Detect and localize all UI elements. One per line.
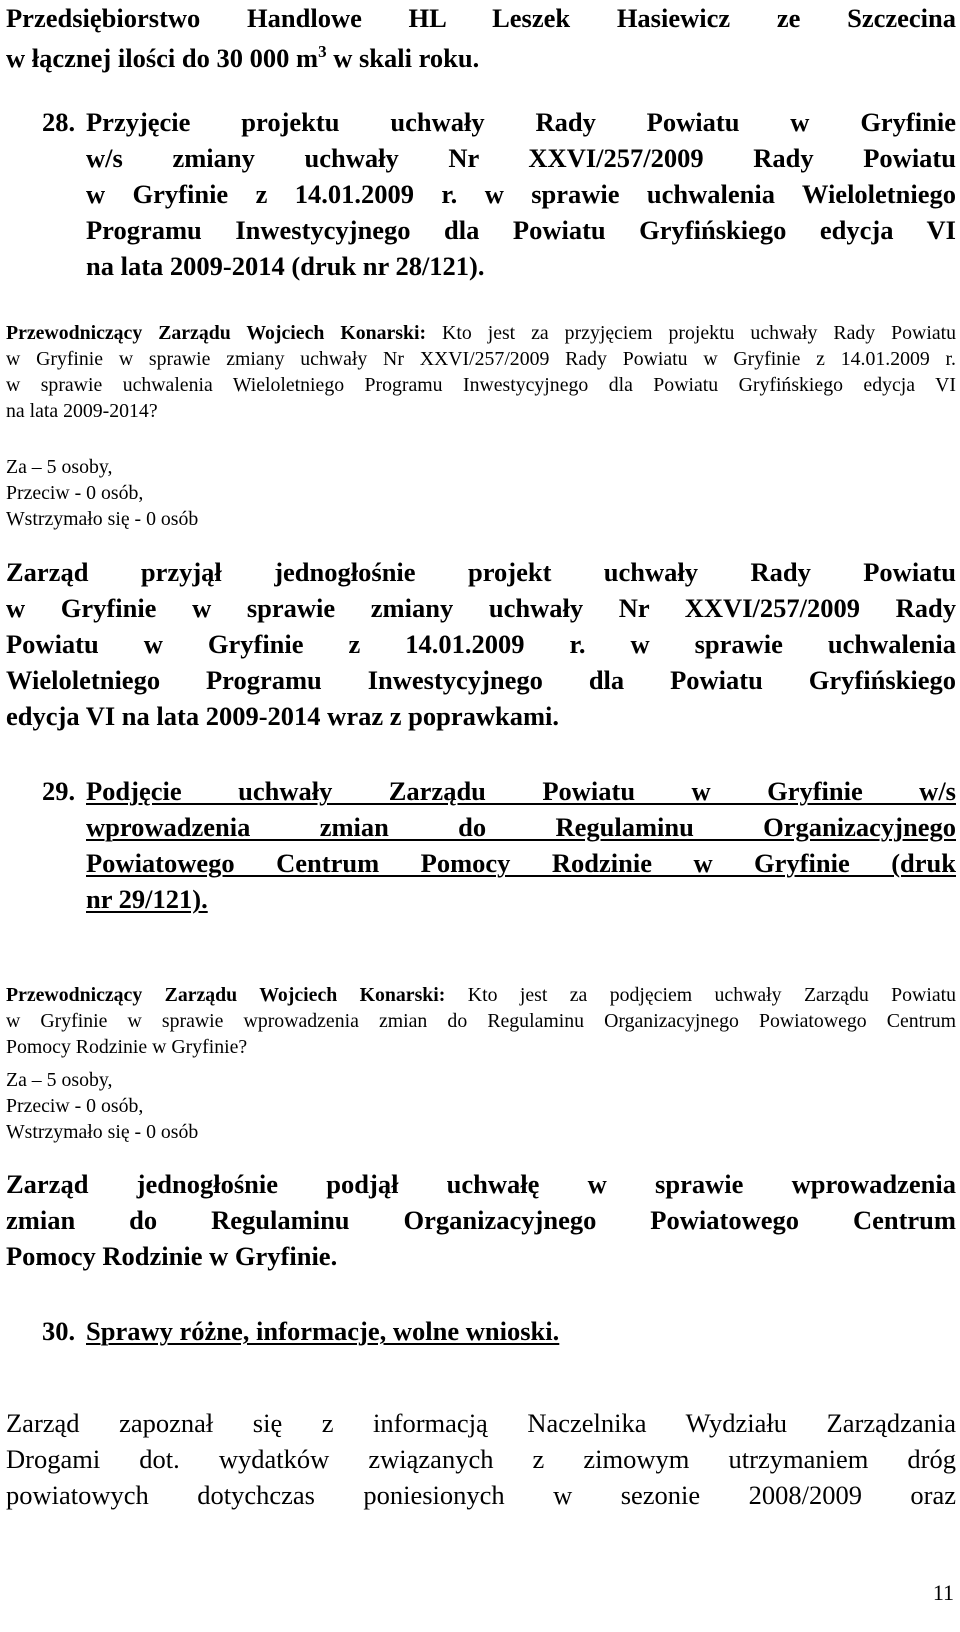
body-line: Zarząd zapoznał się z informacją Naczelnika Wydziału Zarządzania bbox=[6, 1408, 956, 1438]
question-text: Kto jest za podjęciem uchwały Zarządu Powiatu bbox=[445, 984, 956, 1006]
item-title bbox=[86, 773, 956, 917]
item-title-line: Przyjęcie projektu uchwały Rady Powiatu w Gryfinie bbox=[86, 107, 956, 137]
result-line: Zarząd jednogłośnie podjął uchwałę w sprawie wprowadzenia bbox=[6, 1169, 956, 1199]
item-body bbox=[6, 1405, 956, 1513]
result-line: Powiatu w Gryfinie z 14.01.2009 r. w sprawie uchwalenia bbox=[6, 629, 956, 659]
item-title-line: Sprawy różne, informacje, wolne wnioski. bbox=[86, 1316, 560, 1346]
body-line: Drogami dot. wydatków związanych z zimowym utrzymaniem dróg bbox=[6, 1444, 956, 1474]
result-line: Zarząd przyjął jednogłośnie projekt uchwały Rady Powiatu bbox=[6, 557, 956, 587]
intro-line-text: w łącznej ilości do 30 000 m bbox=[6, 42, 319, 73]
item-number: 30. bbox=[42, 1316, 76, 1346]
intro-line bbox=[6, 35, 956, 75]
vote-abstain: Wstrzymało się - 0 osób bbox=[6, 1121, 199, 1143]
result-line: zmian do Regulaminu Organizacyjnego Powiatowego Centrum bbox=[6, 1205, 956, 1235]
agenda-item-30 bbox=[42, 1313, 956, 1349]
item-title-line: w Gryfinie z 14.01.2009 r. w sprawie uchwalenia Wieloletniego bbox=[86, 179, 956, 209]
vote-against: Przeciw - 0 osób, bbox=[6, 482, 144, 504]
superscript: 3 bbox=[318, 42, 327, 61]
chair-question bbox=[6, 982, 956, 1060]
body-line: powiatowych dotychczas poniesionych w sezonie 2008/2009 oraz bbox=[6, 1480, 956, 1510]
speaker-name: Przewodniczący Zarządu Wojciech Konarski: bbox=[6, 984, 446, 1006]
question-line: na lata 2009-2014? bbox=[6, 400, 158, 422]
agenda-item-29 bbox=[42, 773, 956, 917]
question-line: w Gryfinie w sprawie zmiany uchwały Nr XXVI/257/2009 Rady Powiatu w Gryfinie z 14.01.2009 r. bbox=[6, 348, 956, 370]
item-title-line: Powiatowego Centrum Pomocy Rodzinie w Gryfinie (druk bbox=[86, 848, 956, 878]
item-title bbox=[86, 104, 956, 284]
item-title-line: wprowadzenia zmian do Regulaminu Organizacyjnego bbox=[86, 812, 956, 842]
chair-question bbox=[6, 320, 956, 424]
item-title-line: nr 29/121). bbox=[86, 884, 208, 914]
result-line: w Gryfinie w sprawie zmiany uchwały Nr XXVI/257/2009 Rady bbox=[6, 593, 956, 623]
question-line: w sprawie uchwalenia Wieloletniego Programu Inwestycyjnego dla Powiatu Gryfińskiego edycja VI bbox=[6, 374, 956, 396]
speaker-name: Przewodniczący Zarządu Wojciech Konarski: bbox=[6, 322, 427, 344]
item-title-line: w/s zmiany uchwały Nr XXVI/257/2009 Rady Powiatu bbox=[86, 143, 956, 173]
question-line: Pomocy Rodzinie w Gryfinie? bbox=[6, 1036, 248, 1058]
question-line: w Gryfinie w sprawie wprowadzenia zmian do Regulaminu Organizacyjnego Powiatowego Centrum bbox=[6, 1010, 956, 1032]
intro-line-text: w skali roku. bbox=[326, 42, 480, 73]
item-title-line: na lata 2009-2014 (druk nr 28/121). bbox=[86, 251, 485, 281]
item-title bbox=[86, 1313, 956, 1349]
item-number: 29. bbox=[42, 776, 76, 806]
question-line bbox=[6, 982, 956, 1008]
result-line: Wieloletniego Programu Inwestycyjnego dla Powiatu Gryfińskiego bbox=[6, 665, 956, 695]
result-line: edycja VI na lata 2009-2014 wraz z poprawkami. bbox=[6, 701, 560, 731]
resolution-result bbox=[6, 1166, 956, 1274]
result-line: Pomocy Rodzinie w Gryfinie. bbox=[6, 1241, 338, 1271]
vote-for: Za – 5 osoby, bbox=[6, 1069, 113, 1091]
intro-line: Przedsiębiorstwo Handlowe HL Leszek Hasiewicz ze Szczecina bbox=[6, 3, 956, 33]
vote-abstain: Wstrzymało się - 0 osób bbox=[6, 508, 199, 530]
item-title-line: Programu Inwestycyjnego dla Powiatu Gryfińskiego edycja VI bbox=[86, 215, 956, 245]
vote-against: Przeciw - 0 osób, bbox=[6, 1095, 144, 1117]
item-title-line: Podjęcie uchwały Zarządu Powiatu w Gryfinie w/s bbox=[86, 776, 956, 806]
page-number: 11 bbox=[932, 1580, 954, 1605]
resolution-result bbox=[6, 554, 956, 734]
item-number: 28. bbox=[42, 107, 76, 137]
question-line bbox=[6, 320, 956, 346]
question-text: Kto jest za przyjęciem projektu uchwały Rady Powiatu bbox=[426, 322, 956, 344]
vote-for: Za – 5 osoby, bbox=[6, 456, 113, 478]
vote-tally bbox=[6, 454, 956, 532]
vote-tally bbox=[6, 1067, 956, 1145]
agenda-item-28 bbox=[42, 104, 956, 284]
intro-paragraph bbox=[6, 2, 956, 75]
